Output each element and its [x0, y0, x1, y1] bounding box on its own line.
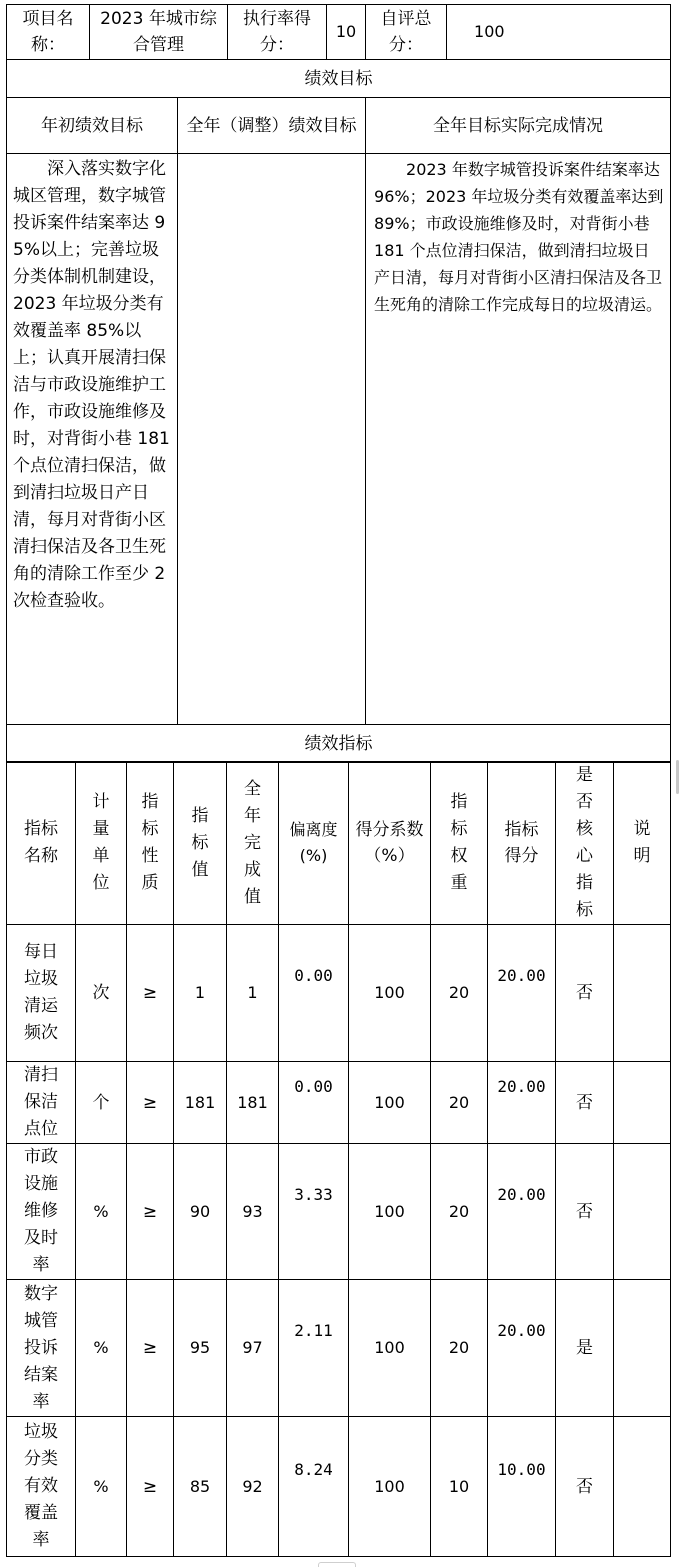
row-nature: ≥ — [127, 1062, 174, 1144]
row-unit: % — [76, 1417, 127, 1557]
row-nature: ≥ — [127, 1417, 174, 1557]
hdr-nature: 指标性质 — [127, 762, 174, 925]
table-row — [7, 1062, 671, 1144]
col-adjusted-goal: 全年（调整）绩效目标 — [178, 98, 366, 154]
row-weight: 10 — [431, 1417, 488, 1557]
hdr-note: 说明 — [614, 762, 671, 925]
row-core: 否 — [556, 925, 614, 1062]
row-score: 20.00 — [488, 1144, 556, 1280]
row-score: 20.00 — [488, 1062, 556, 1144]
row-name: 市政设施维修及时率 — [7, 1144, 76, 1280]
performance-sheet — [6, 4, 670, 1560]
row-name: 垃圾分类有效覆盖率 — [7, 1417, 76, 1557]
row-target: 1 — [174, 925, 227, 1062]
initial-goal-text: 深入落实数字化城区管理，数字城管投诉案件结案率达 95%以上；完善垃圾分类体制机制建设，2023 年垃圾分类有效覆盖率 85%以上；认真开展清扫保洁与市政设施维护工作，市政设施维修及时，对背街小巷 181 个点位清扫保洁，做到清扫垃圾日产日清，每月对背街小区清扫保洁及各卫生死角的清除工作至少 2 次检查验收。 — [7, 154, 178, 725]
row-target: 85 — [174, 1417, 227, 1557]
actual-completion-text: 2023 年数字城管投诉案件结案率达 96%；2023 年垃圾分类有效覆盖率达到 89%；市政设施维修及时，对背街小巷 181 个点位清扫保洁，做到清扫垃圾日产日清，每月对背街小区清扫保洁及各卫生死角的清除工作完成每日的垃圾清运。 — [366, 154, 671, 725]
row-actual: 181 — [227, 1062, 279, 1144]
row-weight: 20 — [431, 925, 488, 1062]
row-note — [614, 1062, 671, 1144]
row-name: 清扫保洁点位 — [7, 1062, 76, 1144]
hdr-name: 指标名称 — [7, 762, 76, 925]
col-actual-completion: 全年目标实际完成情况 — [366, 98, 671, 154]
row-note — [614, 925, 671, 1062]
hdr-actual: 全年完成值 — [227, 762, 279, 925]
goals-section-title: 绩效目标 — [7, 60, 671, 98]
col-initial-goal: 年初绩效目标 — [7, 98, 178, 154]
row-core: 否 — [556, 1062, 614, 1144]
hdr-weight: 指标权重 — [431, 762, 488, 925]
indicators-table — [6, 761, 671, 1557]
row-deviation: 0.00 — [279, 925, 349, 1062]
row-actual: 92 — [227, 1417, 279, 1557]
table-row — [7, 1144, 671, 1280]
table-row — [7, 925, 671, 1062]
page-edge-tab — [318, 1562, 356, 1567]
project-name-label: 项目名称： — [7, 5, 90, 60]
row-coef: 100 — [349, 1280, 431, 1417]
goals-title-row — [7, 60, 671, 98]
hdr-core: 是否核心指标 — [556, 762, 614, 925]
hdr-score: 指标得分 — [488, 762, 556, 925]
table-row — [7, 1280, 671, 1417]
row-score: 20.00 — [488, 1280, 556, 1417]
row-name: 每日垃圾清运频次 — [7, 925, 76, 1062]
row-coef: 100 — [349, 925, 431, 1062]
row-weight: 20 — [431, 1062, 488, 1144]
row-nature: ≥ — [127, 1144, 174, 1280]
row-note — [614, 1280, 671, 1417]
row-coef: 100 — [349, 1144, 431, 1280]
header-row — [7, 5, 671, 60]
goals-header-row — [7, 98, 671, 154]
row-deviation: 3.33 — [279, 1144, 349, 1280]
hdr-coef: 得分系数（%） — [349, 762, 431, 925]
indicators-header-row — [7, 762, 671, 925]
row-actual: 1 — [227, 925, 279, 1062]
row-unit: % — [76, 1144, 127, 1280]
table-row — [7, 1417, 671, 1557]
exec-rate-label: 执行率得分： — [228, 5, 327, 60]
row-target: 90 — [174, 1144, 227, 1280]
scrollbar-handle[interactable] — [676, 760, 679, 794]
hdr-unit: 计量单位 — [76, 762, 127, 925]
exec-rate-value: 10 — [327, 5, 366, 60]
self-score-value: 100 — [447, 5, 671, 60]
self-score-label: 自评总分： — [366, 5, 447, 60]
row-score: 20.00 — [488, 925, 556, 1062]
row-coef: 100 — [349, 1417, 431, 1557]
row-actual: 97 — [227, 1280, 279, 1417]
row-note — [614, 1144, 671, 1280]
row-target: 181 — [174, 1062, 227, 1144]
row-note — [614, 1417, 671, 1557]
row-core: 否 — [556, 1144, 614, 1280]
row-coef: 100 — [349, 1062, 431, 1144]
row-name: 数字城管投诉结案率 — [7, 1280, 76, 1417]
adjusted-goal-text — [178, 154, 366, 725]
row-deviation: 8.24 — [279, 1417, 349, 1557]
row-core: 是 — [556, 1280, 614, 1417]
project-name-value: 2023 年城市综合管理 — [90, 5, 228, 60]
row-nature: ≥ — [127, 925, 174, 1062]
row-unit: 个 — [76, 1062, 127, 1144]
goals-content-row — [7, 154, 671, 725]
row-nature: ≥ — [127, 1280, 174, 1417]
row-actual: 93 — [227, 1144, 279, 1280]
indicators-section-title: 绩效指标 — [7, 725, 671, 763]
hdr-target: 指标值 — [174, 762, 227, 925]
row-deviation: 2.11 — [279, 1280, 349, 1417]
goals-table — [6, 4, 671, 763]
row-weight: 20 — [431, 1280, 488, 1417]
indicators-title-row — [7, 725, 671, 763]
row-unit: % — [76, 1280, 127, 1417]
hdr-deviation: 偏离度(%) — [279, 762, 349, 925]
row-unit: 次 — [76, 925, 127, 1062]
row-score: 10.00 — [488, 1417, 556, 1557]
row-target: 95 — [174, 1280, 227, 1417]
row-deviation: 0.00 — [279, 1062, 349, 1144]
row-weight: 20 — [431, 1144, 488, 1280]
row-core: 否 — [556, 1417, 614, 1557]
